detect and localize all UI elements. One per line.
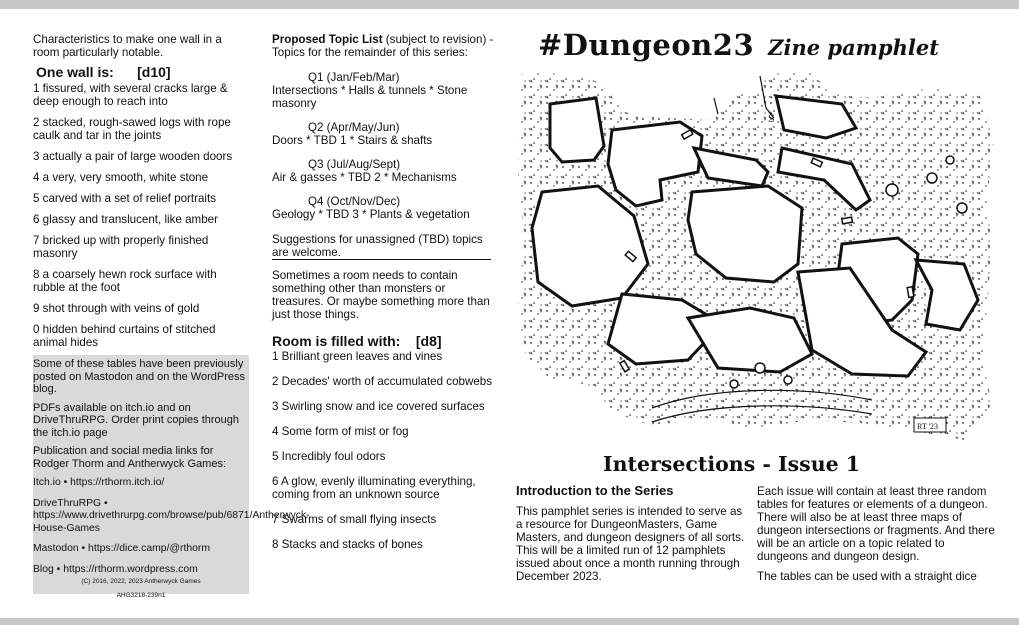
- quarter-label: Q1 (Jan/Feb/Mar): [308, 71, 400, 84]
- list-item: 5 Incredibly foul odors: [272, 450, 386, 463]
- list-item: 4 a very, very smooth, white stone: [33, 171, 209, 184]
- list-item: 8 a coarsely hewn rock surface with rubble at the foot: [33, 268, 217, 294]
- room-northwest: [550, 98, 604, 162]
- topic-list-intro: [272, 33, 497, 59]
- list-item: 3 Swirling snow and ice covered surfaces: [272, 400, 485, 413]
- list-item: 6 A glow, evenly illuminating everything, coming from an unknown source: [272, 475, 476, 501]
- list-item: 7 Swarms of small flying insects: [272, 513, 437, 526]
- info-publication: Publication and social media links for Rodger Thorm and Antherwyck Games:: [33, 445, 226, 470]
- copyright: (C) 2016, 2022, 2023 Antherwyck Games: [81, 578, 201, 585]
- wall-table-column: [33, 33, 248, 349]
- top-bar: [0, 0, 1019, 9]
- series-details-column: [757, 485, 995, 583]
- wall-table-heading: One wall is: [d10]: [36, 64, 171, 80]
- zine-title: [538, 28, 978, 62]
- link-itchio[interactable]: Itch.io • https://rthorm.itch.io/: [33, 477, 165, 488]
- room-intro: Sometimes a room needs to contain something other than monsters or treasures. Or maybe something more than just those things.: [272, 269, 490, 321]
- quarter-label: Q4 (Oct/Nov/Dec): [308, 195, 401, 208]
- map-stair-letter: S: [768, 111, 775, 125]
- map-signature-text: RT '23: [917, 422, 939, 431]
- wall-intro: Characteristics to make one wall in a room particularly notable.: [33, 33, 222, 59]
- quarter-topics: Intersections * Halls & tunnels * Stone masonry: [272, 84, 468, 110]
- suggestions-note: Suggestions for unassigned (TBD) topics are welcome.: [272, 233, 483, 259]
- map-signature: [914, 418, 946, 432]
- list-item: 0 hidden behind curtains of stitched animal hides: [33, 323, 216, 349]
- info-box: [33, 355, 310, 599]
- zine-title-sub: Zine pamphlet: [768, 35, 939, 60]
- list-item: 4 Some form of mist or fog: [272, 425, 409, 438]
- list-item: 2 stacked, rough-sawed logs with rope caulk and tar in the joints: [33, 116, 231, 142]
- list-item: 1 fissured, with several cracks large & deep enough to reach into: [33, 82, 228, 108]
- zine-title-main: #Dungeon23: [538, 28, 755, 62]
- info-pdfs: PDFs available on itch.io and on DriveThruRPG. Order print copies through the itch.io page: [33, 401, 240, 439]
- topics-column: [272, 33, 497, 551]
- dungeon-map: [512, 68, 1000, 452]
- topic-list-note: (subject to revision) - Topics for the remainder of this series:: [272, 33, 494, 59]
- link-blog[interactable]: Blog • https://rthorm.wordpress.com: [33, 563, 198, 575]
- room-table-heading: Room is filled with: [d8]: [272, 333, 442, 349]
- quarter-topics: Air & gasses * TBD 2 * Mechanisms: [272, 171, 457, 184]
- product-code: AHG3218-239n1: [116, 592, 166, 599]
- intro-heading: Introduction to the Series: [516, 483, 674, 498]
- list-item: 7 bricked up with properly finished masonry: [33, 234, 209, 260]
- tables-usage-text: The tables can be used with a straight dice: [757, 570, 977, 583]
- list-item: 6 glassy and translucent, like amber: [33, 213, 218, 226]
- info-previous: Some of these tables have been previously posted on Mastodon and on the WordPress blog.: [33, 358, 245, 395]
- intro-text: This pamphlet series is intended to serve as a resource for DungeonMasters, Game Masters, and dungeon designers of all sorts. This will be a limited run of 12 pamphlets issued about once a month running through December 2023.: [516, 505, 745, 583]
- intro-column: [516, 483, 748, 583]
- quarter-topics: Doors * TBD 1 * Stairs & shafts: [272, 134, 433, 147]
- list-item: 2 Decades' worth of accumulated cobwebs: [272, 375, 493, 388]
- topic-list-title: Proposed Topic List: [272, 33, 383, 46]
- list-item: 8 Stacks and stacks of bones: [272, 538, 423, 551]
- room-table-list: [272, 350, 497, 551]
- link-mastodon[interactable]: Mastodon • https://dice.camp/@rthorm: [33, 543, 211, 554]
- list-item: 3 actually a pair of large wooden doors: [33, 150, 233, 163]
- list-item: 9 shot through with veins of gold: [33, 302, 200, 315]
- issue-title: Intersections - Issue 1: [603, 452, 861, 476]
- series-details-text: Each issue will contain at least three random tables for features or elements of a dungeon. There will also be at least three maps of dungeon intersections or fragments. And there will be an article on a topic related to dungeons and dungeon design.: [757, 485, 995, 563]
- quarter-label: Q2 (Apr/May/Jun): [308, 121, 400, 134]
- list-item: 1 Brilliant green leaves and vines: [272, 350, 443, 363]
- quarter-label: Q3 (Jul/Aug/Sept): [308, 158, 401, 171]
- link-drivethrurpg[interactable]: DriveThruRPG • https://www.drivethrurpg.com/browse/pub/6871/Antherwyck-House-Games: [33, 497, 310, 534]
- wall-table-list: [33, 82, 248, 349]
- list-item: 5 carved with a set of relief portraits: [33, 192, 217, 205]
- section-divider: [272, 259, 491, 260]
- quarter-topics: Geology * TBD 3 * Plants & vegetation: [272, 208, 470, 221]
- bottom-bar: [0, 618, 1019, 625]
